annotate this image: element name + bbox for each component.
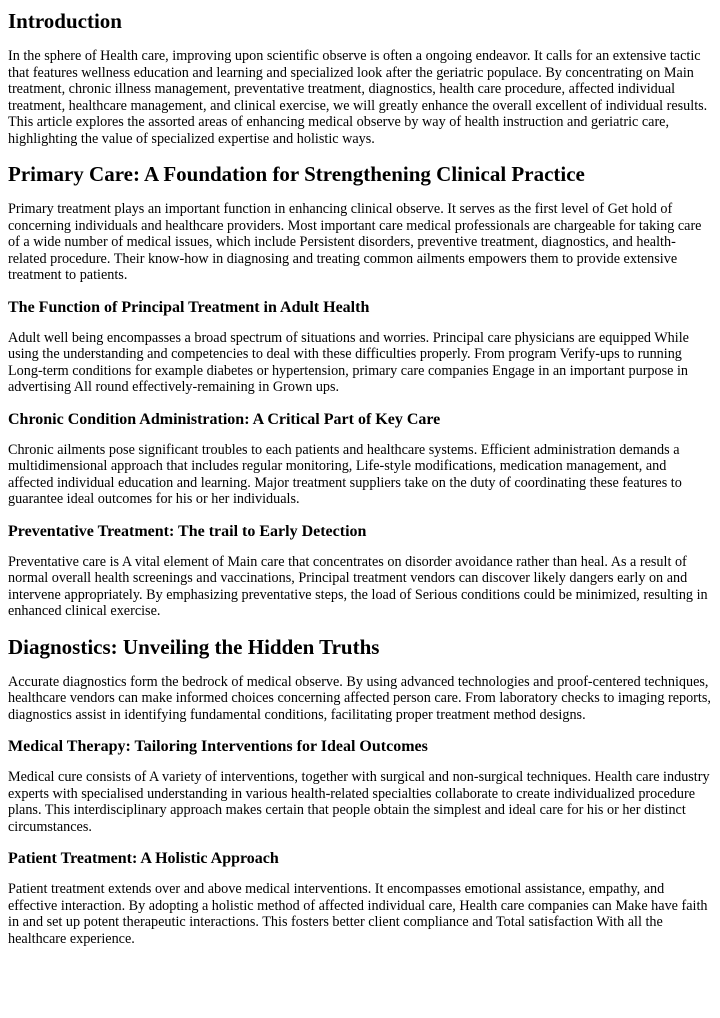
section-paragraph-patient-treatment: Patient treatment extends over and above medical interventions. It encompasses emotional assistance, empathy, and effective interaction. By adopting a holistic method of affected individual care, Health care companies can Make have faith in and set up potent therapeutic interactions. This fosters better client compliance and Total satisfaction With all the healthcare experience.: [8, 881, 708, 947]
section-paragraph-chronic-condition: Chronic ailments pose significant troubles to each patients and healthcare systems. Efficient administration demands a multidimensional approach that includes regular monitoring, Life-style modifications, medication management, and affected individual education and learning. Major treatment suppliers take on the duty of coordinating these features to guarantee ideal outcomes for his or her individuals.: [8, 441, 682, 507]
section-heading-primary-care: Primary Care: A Foundation for Strengthening Clinical Practice: [8, 162, 585, 186]
section-heading-preventative: Preventative Treatment: The trail to Early Detection: [8, 522, 367, 540]
section-heading-introduction: Introduction: [8, 9, 122, 33]
section-heading-adult-health: The Function of Principal Treatment in Adult Health: [8, 298, 370, 316]
section-heading-patient-treatment: Patient Treatment: A Holistic Approach: [8, 850, 279, 867]
section-paragraph-medical-therapy: Medical cure consists of A variety of interventions, together with surgical and non-surgical techniques. Health care industry experts with specialised understanding in various health-related specialties collaborate to create individualized procedure plans. This interdisciplinary approach makes certain that people obtain the simplest and ideal care for his or her distinct circumstances.: [8, 769, 710, 835]
section-heading-medical-therapy: Medical Therapy: Tailoring Interventions for Ideal Outcomes: [8, 738, 428, 755]
section-heading-chronic-condition: Chronic Condition Administration: A Critical Part of Key Care: [8, 410, 441, 428]
section-paragraph-adult-health: Adult well being encompasses a broad spectrum of situations and worries. Principal care physicians are equipped While using the understanding and competencies to deal with these difficulties properly. From program Verify-ups to running Long-term conditions for example diabetes or hypertension, primary care companies Engage in an important purpose in advertising All round effectively-remaining in Grown ups.: [8, 329, 689, 395]
section-paragraph-primary-care: Primary treatment plays an important function in enhancing clinical observe. It serves as the first level of Get hold of concerning individuals and healthcare providers. Most important care medical professionals are chargeable for taking care of a wide number of medical issues, which include Persistent disorders, preventive treatment, diagnostics, and health-related procedure. Their know-how in diagnosing and treating common ailments empowers them to provide extensive treatment to patients.: [8, 201, 702, 283]
section-paragraph-preventative: Preventative care is A vital element of Main care that concentrates on disorder avoidance rather than heal. As a result of normal overall health screenings and vaccinations, Principal treatment vendors can discover likely dangers early on and intervene appropriately. By emphasizing preventative steps, the load of Serious conditions could be minimized, resulting in enhanced clinical exercise.: [8, 553, 708, 619]
section-paragraph-introduction: In the sphere of Health care, improving upon scientific observe is often a ongoing endeavor. It calls for an extensive tactic that features wellness education and learning and specialized look after the geriatric populace. By concentrating on Main treatment, chronic illness management, preventative treatment, diagnostics, health care procedure, affected individual treatment, healthcare management, and clinical exercise, we will greatly enhance the overall excellent of individual results. This article explores the assorted areas of enhancing medical observe by way of health instruction and geriatric care, highlighting the value of specialized expertise and holistic ways.: [8, 48, 708, 147]
section-paragraph-diagnostics: Accurate diagnostics form the bedrock of medical observe. By using advanced technologies and proof-centered techniques, healthcare vendors can make informed choices concerning affected person care. From laboratory checks to imaging reports, diagnostics assist in identifying fundamental conditions, facilitating proper treatment method designs.: [8, 673, 711, 723]
section-heading-diagnostics: Diagnostics: Unveiling the Hidden Truths: [8, 634, 380, 659]
